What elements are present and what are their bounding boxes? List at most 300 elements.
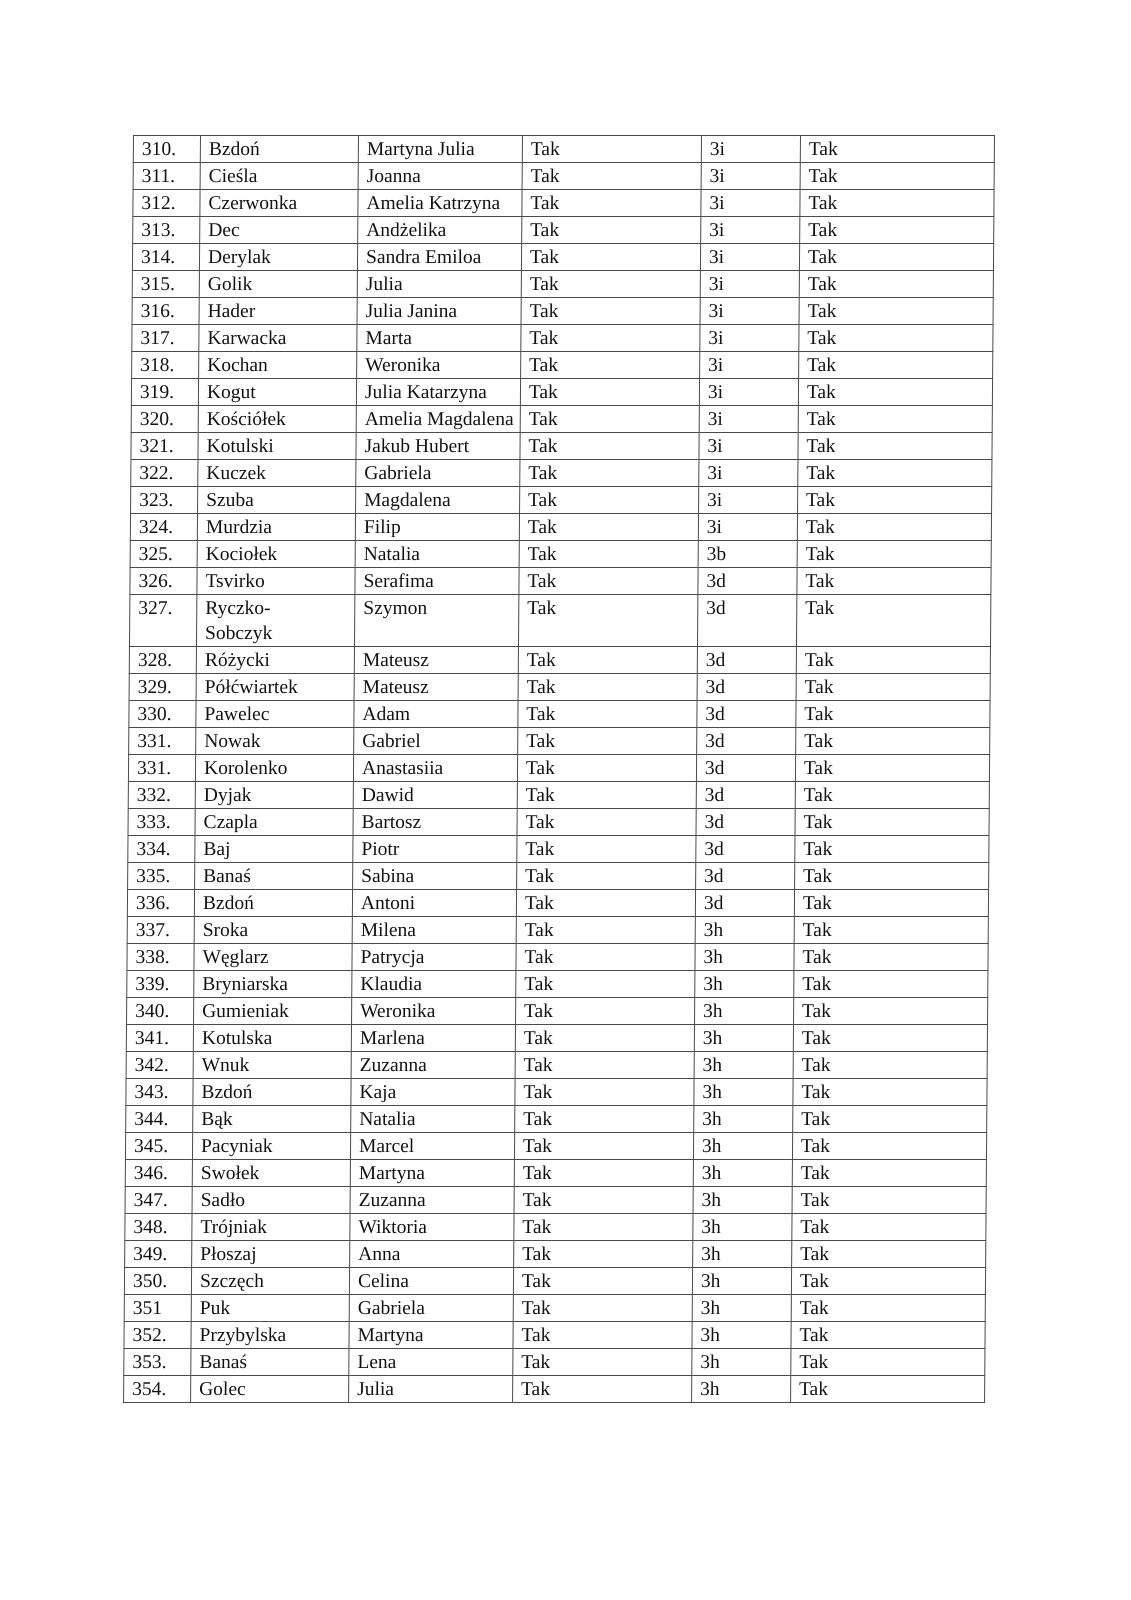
student-table: [123, 135, 995, 1403]
row-number: 312.: [133, 190, 200, 217]
class-cell: 3h: [692, 1268, 791, 1295]
table-row: [128, 863, 989, 890]
confirmation-cell: Tak: [793, 1025, 987, 1052]
consent-cell: Tak: [521, 298, 700, 325]
consent-cell: Tak: [520, 406, 699, 433]
class-cell: 3h: [693, 1214, 792, 1241]
table-row: [126, 1052, 987, 1079]
consent-cell: Tak: [515, 1106, 694, 1133]
row-number: 326.: [130, 568, 197, 595]
class-cell: 3i: [701, 190, 800, 217]
first-name-cell: Mateusz: [354, 674, 518, 701]
confirmation-cell: Tak: [792, 1160, 986, 1187]
class-cell: 3h: [695, 917, 794, 944]
table-row: [131, 406, 992, 433]
consent-cell: Tak: [517, 809, 696, 836]
table-row: [126, 1079, 987, 1106]
consent-cell: Tak: [516, 890, 695, 917]
class-cell: 3i: [701, 217, 800, 244]
first-name-cell: Zuzanna: [351, 1052, 515, 1079]
surname-cell: Ryczko- Sobczyk: [196, 595, 354, 647]
surname-cell: Golik: [199, 271, 357, 298]
row-number: 330.: [129, 701, 196, 728]
table-row: [124, 1349, 985, 1376]
table-row: [129, 595, 990, 647]
surname-cell: Szuba: [198, 487, 356, 514]
first-name-cell: Jakub Hubert: [356, 433, 520, 460]
row-number: 314.: [132, 244, 199, 271]
first-name-cell: Patrycja: [352, 944, 516, 971]
class-cell: 3d: [696, 782, 795, 809]
table-row: [133, 163, 994, 190]
class-cell: 3h: [694, 1079, 793, 1106]
surname-cell: Węglarz: [194, 944, 352, 971]
consent-cell: Tak: [513, 1322, 692, 1349]
class-cell: 3i: [699, 433, 798, 460]
class-cell: 3h: [694, 998, 793, 1025]
confirmation-cell: Tak: [794, 917, 988, 944]
surname-cell: Sadło: [192, 1187, 350, 1214]
confirmation-cell: Tak: [796, 595, 991, 647]
row-number: 332.: [128, 782, 195, 809]
table-row: [129, 728, 990, 755]
confirmation-cell: Tak: [800, 163, 994, 190]
first-name-cell: Antoni: [352, 890, 516, 917]
consent-cell: Tak: [515, 1052, 694, 1079]
first-name-cell: Amelia Katrzyna: [358, 190, 522, 217]
consent-cell: Tak: [521, 271, 700, 298]
row-number: 333.: [128, 809, 195, 836]
row-number: 328.: [129, 647, 196, 674]
confirmation-cell: Tak: [792, 1214, 986, 1241]
consent-cell: Tak: [514, 1160, 693, 1187]
confirmation-cell: Tak: [796, 728, 990, 755]
table-row: [131, 433, 992, 460]
first-name-cell: Weronika: [352, 998, 516, 1025]
first-name-cell: Lena: [349, 1349, 513, 1376]
table-row: [131, 487, 992, 514]
surname-cell: Dec: [200, 217, 358, 244]
surname-cell: Bąk: [193, 1106, 351, 1133]
confirmation-cell: Tak: [793, 1079, 987, 1106]
consent-cell: Tak: [520, 460, 699, 487]
consent-cell: Tak: [512, 1376, 691, 1403]
class-cell: 3i: [701, 136, 800, 163]
surname-cell: Czerwonka: [200, 190, 358, 217]
confirmation-cell: Tak: [796, 701, 990, 728]
first-name-cell: Klaudia: [352, 971, 516, 998]
class-cell: 3d: [696, 755, 795, 782]
first-name-cell: Dawid: [353, 782, 517, 809]
row-number: 331.: [128, 755, 195, 782]
confirmation-cell: Tak: [791, 1268, 985, 1295]
row-number: 336.: [127, 890, 194, 917]
surname-cell: Pawelec: [196, 701, 354, 728]
first-name-cell: Sandra Emiloa: [357, 244, 521, 271]
surname-cell: Murdzia: [197, 514, 355, 541]
class-cell: 3h: [694, 1025, 793, 1052]
class-cell: 3d: [697, 674, 796, 701]
row-number: 334.: [128, 836, 195, 863]
table-row: [129, 647, 990, 674]
class-cell: 3i: [699, 460, 798, 487]
table-row: [133, 217, 994, 244]
first-name-cell: Bartosz: [353, 809, 517, 836]
surname-cell: Derylak: [199, 244, 357, 271]
first-name-cell: Adam: [354, 701, 518, 728]
consent-cell: Tak: [518, 674, 697, 701]
surname-cell: Czapla: [195, 809, 353, 836]
surname-cell: Bryniarska: [194, 971, 352, 998]
consent-cell: Tak: [520, 433, 699, 460]
row-number: 351: [124, 1295, 191, 1322]
first-name-cell: Weronika: [357, 352, 521, 379]
table-row: [125, 1241, 986, 1268]
consent-cell: Tak: [513, 1268, 692, 1295]
row-number: 352.: [124, 1322, 191, 1349]
first-name-cell: Sabina: [353, 863, 517, 890]
surname-cell: Sroka: [194, 917, 352, 944]
confirmation-cell: Tak: [800, 217, 994, 244]
class-cell: 3h: [695, 971, 794, 998]
confirmation-cell: Tak: [797, 541, 991, 568]
table-row: [125, 1133, 986, 1160]
surname-cell: Karwacka: [199, 325, 357, 352]
row-number: 319.: [131, 379, 198, 406]
class-cell: 3b: [698, 541, 797, 568]
surname-cell: Bzdoń: [200, 136, 358, 163]
confirmation-cell: Tak: [791, 1322, 985, 1349]
table-row: [127, 944, 988, 971]
table-row: [131, 379, 992, 406]
class-cell: 3d: [695, 890, 794, 917]
first-name-cell: Gabriel: [354, 728, 518, 755]
table-row: [132, 325, 993, 352]
surname-cell: Bzdoń: [193, 1079, 351, 1106]
confirmation-cell: Tak: [791, 1349, 985, 1376]
surname-cell: Kuczek: [198, 460, 356, 487]
first-name-cell: Piotr: [353, 836, 517, 863]
row-number: 343.: [126, 1079, 193, 1106]
table-row: [128, 782, 989, 809]
surname-cell: Kogut: [198, 379, 356, 406]
class-cell: 3d: [695, 863, 794, 890]
class-cell: 3h: [692, 1295, 791, 1322]
surname-cell: Nowak: [196, 728, 354, 755]
first-name-cell: Julia: [349, 1376, 513, 1403]
surname-cell: Kościółek: [198, 406, 356, 433]
confirmation-cell: Tak: [798, 406, 992, 433]
consent-cell: Tak: [516, 863, 695, 890]
class-cell: 3h: [693, 1160, 792, 1187]
table-row: [128, 836, 989, 863]
row-number: 341.: [126, 1025, 193, 1052]
first-name-cell: Julia Janina: [357, 298, 521, 325]
surname-cell: Różycki: [196, 647, 354, 674]
table-row: [126, 1025, 987, 1052]
first-name-cell: Amelia Magdalena: [356, 406, 520, 433]
confirmation-cell: Tak: [793, 1106, 987, 1133]
table-row: [125, 1214, 986, 1241]
surname-cell: Gumieniak: [194, 998, 352, 1025]
confirmation-cell: Tak: [794, 890, 988, 917]
confirmation-cell: Tak: [792, 1187, 986, 1214]
first-name-cell: Marta: [357, 325, 521, 352]
surname-cell: Wnuk: [193, 1052, 351, 1079]
first-name-cell: Natalia: [355, 541, 519, 568]
table-row: [131, 460, 992, 487]
table-row: [133, 190, 994, 217]
confirmation-cell: Tak: [795, 809, 989, 836]
row-number: 318.: [132, 352, 199, 379]
first-name-cell: Natalia: [351, 1106, 515, 1133]
surname-cell: Szczęch: [191, 1268, 349, 1295]
first-name-cell: Gabriela: [356, 460, 520, 487]
row-number: 346.: [125, 1160, 192, 1187]
surname-cell: Dyjak: [195, 782, 353, 809]
consent-cell: Tak: [514, 1214, 693, 1241]
table-row: [125, 1187, 986, 1214]
surname-cell: Cieśla: [200, 163, 358, 190]
surname-cell: Bzdoń: [194, 890, 352, 917]
class-cell: 3h: [692, 1322, 791, 1349]
row-number: 344.: [126, 1106, 193, 1133]
consent-cell: Tak: [513, 1295, 692, 1322]
table-row: [132, 352, 993, 379]
confirmation-cell: Tak: [797, 568, 991, 595]
table-row: [127, 890, 988, 917]
row-number: 354.: [124, 1376, 191, 1403]
class-cell: 3d: [697, 595, 796, 647]
consent-cell: Tak: [515, 998, 694, 1025]
confirmation-cell: Tak: [792, 1241, 986, 1268]
confirmation-cell: Tak: [790, 1376, 984, 1403]
row-number: 321.: [131, 433, 198, 460]
consent-cell: Tak: [517, 782, 696, 809]
table-row: [130, 568, 991, 595]
confirmation-cell: Tak: [798, 460, 992, 487]
row-number: 329.: [129, 674, 196, 701]
consent-cell: Tak: [515, 1025, 694, 1052]
row-number: 353.: [124, 1349, 191, 1376]
class-cell: 3i: [699, 406, 798, 433]
consent-cell: Tak: [518, 728, 697, 755]
confirmation-cell: Tak: [797, 514, 991, 541]
row-number: 316.: [132, 298, 199, 325]
confirmation-cell: Tak: [798, 379, 992, 406]
class-cell: 3i: [700, 298, 799, 325]
class-cell: 3i: [700, 325, 799, 352]
table-row: [125, 1160, 986, 1187]
consent-cell: Tak: [513, 1349, 692, 1376]
confirmation-cell: Tak: [800, 136, 994, 163]
consent-cell: Tak: [516, 971, 695, 998]
class-cell: 3i: [701, 163, 800, 190]
confirmation-cell: Tak: [791, 1295, 985, 1322]
first-name-cell: Martyna Julia: [358, 136, 522, 163]
first-name-cell: Andżelika: [358, 217, 522, 244]
confirmation-cell: Tak: [795, 836, 989, 863]
confirmation-cell: Tak: [798, 352, 992, 379]
table-row: [132, 271, 993, 298]
confirmation-cell: Tak: [799, 271, 993, 298]
class-cell: 3h: [694, 1052, 793, 1079]
row-number: 339.: [127, 971, 194, 998]
consent-cell: Tak: [518, 701, 697, 728]
first-name-cell: Joanna: [358, 163, 522, 190]
first-name-cell: Marlena: [351, 1025, 515, 1052]
table-row: [127, 971, 988, 998]
student-table-body: [124, 136, 995, 1403]
row-number: 313.: [133, 217, 200, 244]
row-number: 347.: [125, 1187, 192, 1214]
table-row: [124, 1295, 985, 1322]
row-number: 342.: [126, 1052, 193, 1079]
confirmation-cell: Tak: [794, 863, 988, 890]
consent-cell: Tak: [517, 836, 696, 863]
row-number: 317.: [132, 325, 199, 352]
surname-cell: Kotulska: [193, 1025, 351, 1052]
first-name-cell: Martyna: [349, 1322, 513, 1349]
first-name-cell: Marcel: [350, 1133, 514, 1160]
confirmation-cell: Tak: [794, 944, 988, 971]
table-row: [133, 136, 994, 163]
class-cell: 3d: [697, 647, 796, 674]
consent-cell: Tak: [519, 487, 698, 514]
row-number: 310.: [133, 136, 200, 163]
consent-cell: Tak: [518, 595, 697, 647]
row-number: 325.: [130, 541, 197, 568]
first-name-cell: Magdalena: [356, 487, 520, 514]
consent-cell: Tak: [515, 1079, 694, 1106]
consent-cell: Tak: [516, 944, 695, 971]
surname-cell: Pacyniak: [192, 1133, 350, 1160]
table-row: [126, 1106, 987, 1133]
row-number: 345.: [125, 1133, 192, 1160]
surname-cell: Golec: [191, 1376, 349, 1403]
confirmation-cell: Tak: [796, 674, 990, 701]
consent-cell: Tak: [516, 917, 695, 944]
table-row: [124, 1268, 985, 1295]
row-number: 348.: [125, 1214, 192, 1241]
surname-cell: Banaś: [195, 863, 353, 890]
surname-cell: Banaś: [191, 1349, 349, 1376]
surname-cell: Swołek: [192, 1160, 350, 1187]
row-number: 323.: [131, 487, 198, 514]
table-row: [128, 755, 989, 782]
surname-cell: Tsvirko: [197, 568, 355, 595]
class-cell: 3i: [699, 379, 798, 406]
class-cell: 3h: [695, 944, 794, 971]
row-number: 340.: [127, 998, 194, 1025]
row-number: 349.: [125, 1241, 192, 1268]
row-number: 322.: [131, 460, 198, 487]
table-row: [130, 514, 991, 541]
confirmation-cell: Tak: [794, 971, 988, 998]
confirmation-cell: Tak: [795, 755, 989, 782]
class-cell: 3i: [698, 514, 797, 541]
surname-cell: Hader: [199, 298, 357, 325]
row-number: 350.: [124, 1268, 191, 1295]
table-row: [129, 701, 990, 728]
consent-cell: Tak: [522, 190, 701, 217]
row-number: 315.: [132, 271, 199, 298]
surname-cell: Kotulski: [198, 433, 356, 460]
surname-cell: Półćwiartek: [196, 674, 354, 701]
first-name-cell: Milena: [352, 917, 516, 944]
confirmation-cell: Tak: [800, 190, 994, 217]
row-number: 324.: [130, 514, 197, 541]
consent-cell: Tak: [522, 217, 701, 244]
table-row: [124, 1376, 985, 1403]
row-number: 331.: [129, 728, 196, 755]
class-cell: 3d: [696, 809, 795, 836]
consent-cell: Tak: [519, 541, 698, 568]
class-cell: 3d: [697, 728, 796, 755]
row-number: 338.: [127, 944, 194, 971]
first-name-cell: Julia: [357, 271, 521, 298]
consent-cell: Tak: [514, 1187, 693, 1214]
row-number: 337.: [127, 917, 194, 944]
table-row: [130, 541, 991, 568]
confirmation-cell: Tak: [796, 647, 990, 674]
first-name-cell: Celina: [349, 1268, 513, 1295]
surname-cell: Puk: [191, 1295, 349, 1322]
confirmation-cell: Tak: [798, 433, 992, 460]
table-row: [127, 998, 988, 1025]
confirmation-cell: Tak: [793, 1052, 987, 1079]
confirmation-cell: Tak: [799, 325, 993, 352]
consent-cell: Tak: [522, 163, 701, 190]
table-row: [124, 1322, 985, 1349]
surname-cell: Płoszaj: [192, 1241, 350, 1268]
first-name-cell: Zuzanna: [350, 1187, 514, 1214]
confirmation-cell: Tak: [793, 998, 987, 1025]
consent-cell: Tak: [519, 568, 698, 595]
consent-cell: Tak: [520, 379, 699, 406]
consent-cell: Tak: [520, 352, 699, 379]
class-cell: 3h: [691, 1376, 790, 1403]
surname-cell: Przybylska: [191, 1322, 349, 1349]
consent-cell: Tak: [519, 514, 698, 541]
class-cell: 3i: [700, 244, 799, 271]
table-row: [132, 244, 993, 271]
class-cell: 3d: [697, 701, 796, 728]
consent-cell: Tak: [521, 244, 700, 271]
consent-cell: Tak: [514, 1133, 693, 1160]
table-row: [129, 674, 990, 701]
class-cell: 3i: [699, 352, 798, 379]
consent-cell: Tak: [521, 325, 700, 352]
class-cell: 3h: [693, 1133, 792, 1160]
first-name-cell: Martyna: [350, 1160, 514, 1187]
first-name-cell: Mateusz: [354, 647, 518, 674]
first-name-cell: Kaja: [351, 1079, 515, 1106]
first-name-cell: Serafima: [355, 568, 519, 595]
first-name-cell: Gabriela: [349, 1295, 513, 1322]
first-name-cell: Anastasiia: [353, 755, 517, 782]
first-name-cell: Wiktoria: [350, 1214, 514, 1241]
row-number: 335.: [128, 863, 195, 890]
table-row: [132, 298, 993, 325]
surname-cell: Trójniak: [192, 1214, 350, 1241]
first-name-cell: Julia Katarzyna: [356, 379, 520, 406]
confirmation-cell: Tak: [799, 244, 993, 271]
row-number: 327.: [129, 595, 196, 647]
confirmation-cell: Tak: [795, 782, 989, 809]
confirmation-cell: Tak: [799, 298, 993, 325]
consent-cell: Tak: [518, 647, 697, 674]
